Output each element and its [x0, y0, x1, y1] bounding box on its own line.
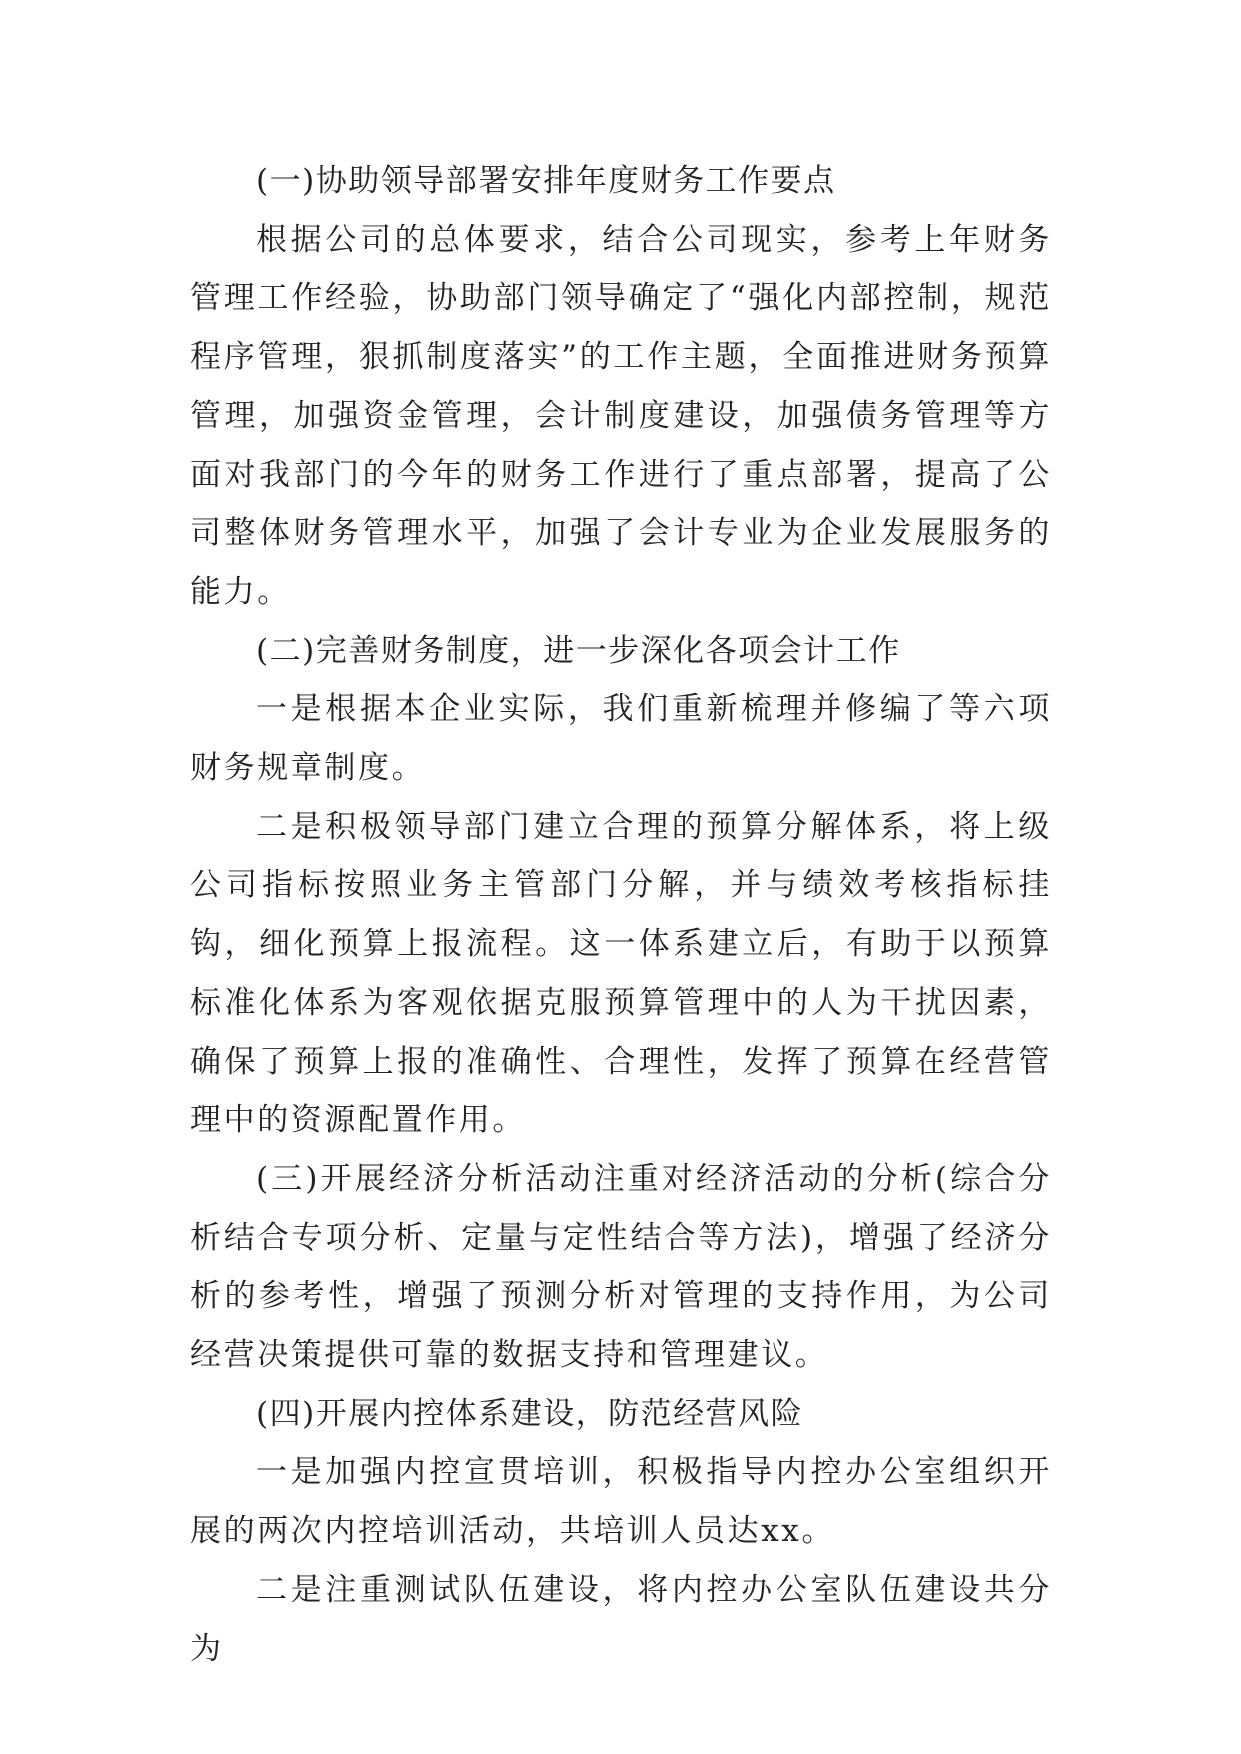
paragraph-3: 二是积极领导部门建立合理的预算分解体系，将上级公司指标按照业务主管部门分解，并与绩效考核指标挂钩，细化预算上报流程。这一体系建立后，有助于以预算标准化体系为客观依据克服预算管理中的人为干扰因素，确保了预算上报的准确性、合理性，发挥了预算在经营管理中的资源配置作用。	[190, 808, 1052, 1139]
paragraph-2: 一是根据本企业实际，我们重新梳理并修编了等六项财务规章制度。	[190, 691, 1052, 787]
section-heading-2: (二)完善财务制度，进一步深化各项会计工作	[256, 632, 901, 669]
paragraph-6: 二是注重测试队伍建设，将内控办公室队伍建设共分为	[190, 1571, 1052, 1667]
document-body	[190, 152, 1052, 1678]
paragraph-4: (三)开展经济分析活动注重对经济活动的分析(综合分析结合专项分析、定量与定性结合等方法)，增强了经济分析的参考性，增强了预测分析对管理的支持作用，为公司经营决策提供可靠的数据支持和管理建议。	[190, 1160, 1052, 1374]
section-heading-1: (一)协助领导部署安排年度财务工作要点	[256, 163, 836, 199]
section-heading-4: (四)开展内控体系建设，防范经营风险	[256, 1395, 804, 1432]
paragraph-1: 根据公司的总体要求，结合公司现实，参考上年财务管理工作经验，协助部门领导确定了“强化内部控制，规范程序管理，狠抓制度落实”的工作主题，全面推进财务预算管理，加强资金管理，会计制度建设，加强债务管理等方面对我部门的今年的财务工作进行了重点部署，提高了公司整体财务管理水平，加强了会计专业为企业发展服务的能力。	[190, 221, 1052, 610]
paragraph-5: 一是加强内控宣贯培训，积极指导内控办公室组织开展的两次内控培训活动，共培训人员达xx。	[190, 1454, 1052, 1550]
